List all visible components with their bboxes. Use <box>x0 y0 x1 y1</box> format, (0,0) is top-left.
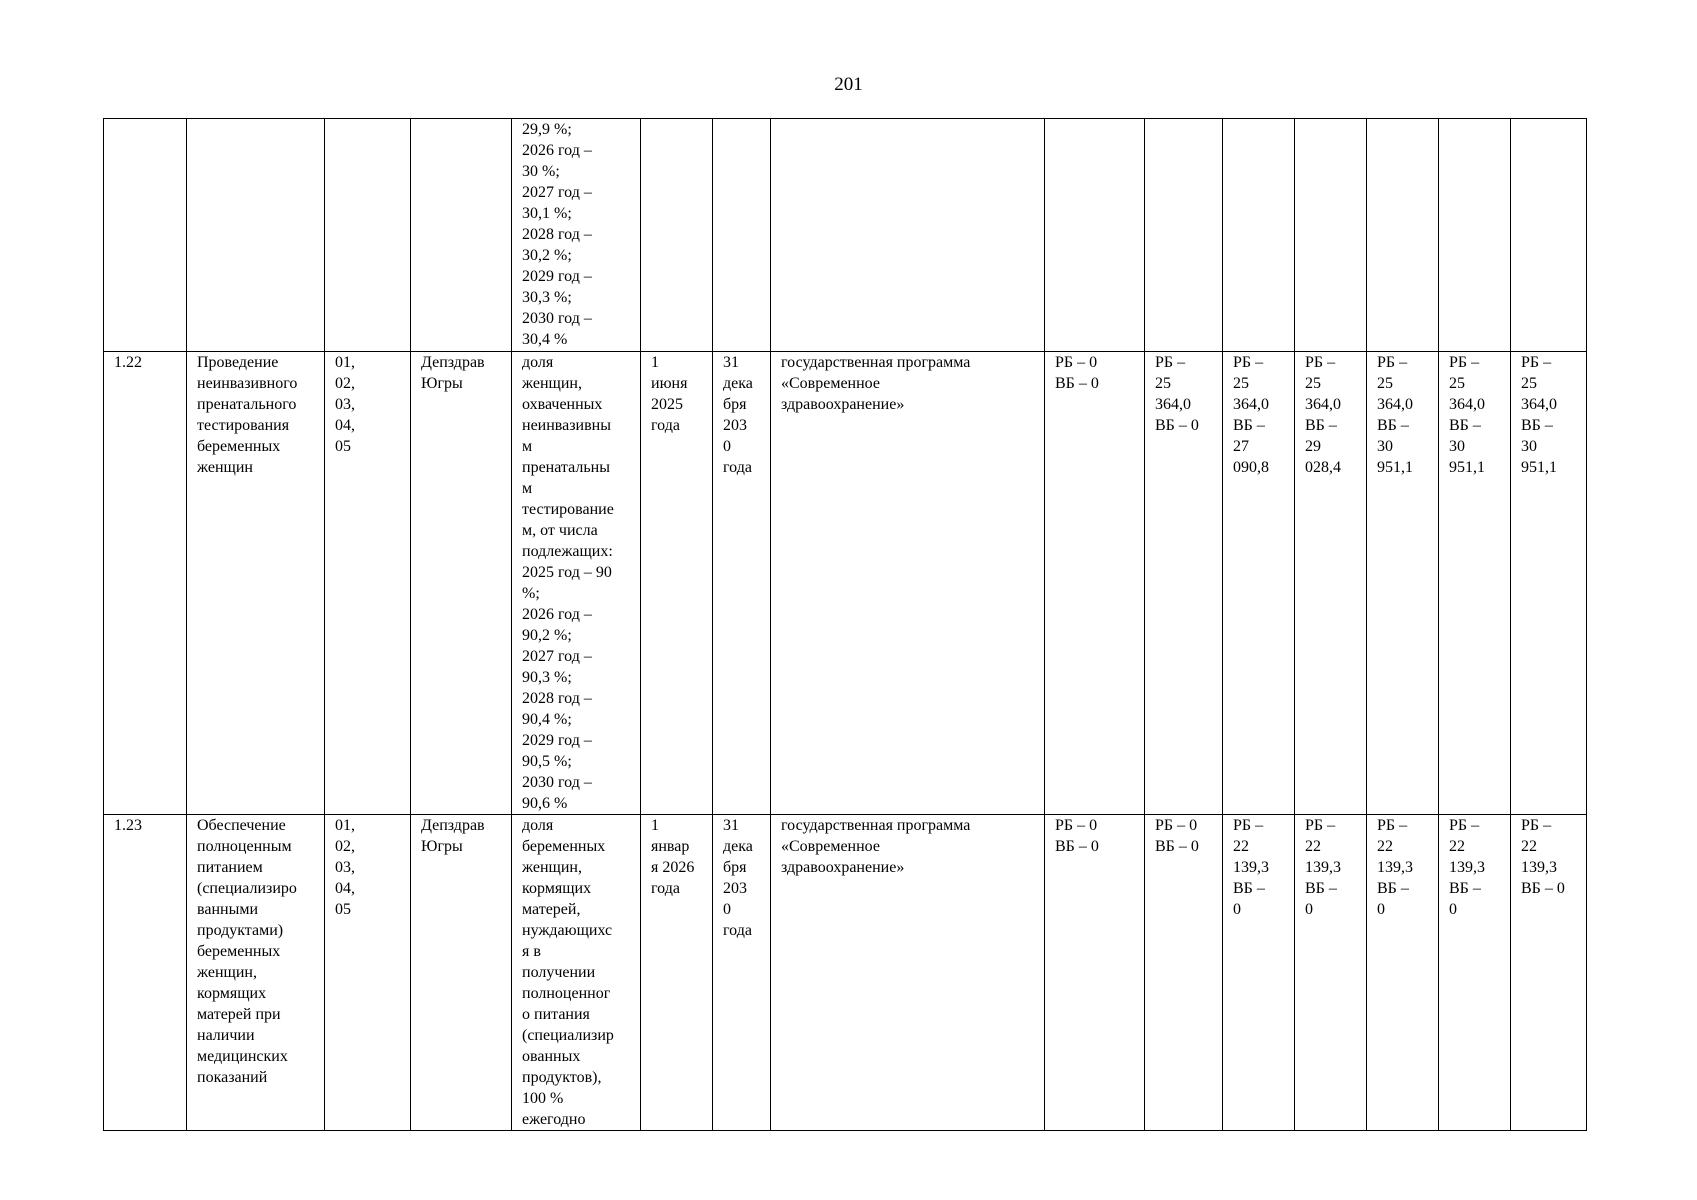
cell-line: 05 <box>335 438 351 455</box>
cell-line: 05 <box>335 901 351 918</box>
cell-funding-2029 <box>1367 352 1439 815</box>
cell-funding-2026 <box>1145 119 1223 352</box>
cell-line: 0 <box>1449 901 1457 918</box>
table-row <box>104 119 1587 352</box>
cell-line: Депздрав <box>421 354 485 371</box>
cell-line: 01, <box>335 817 355 834</box>
cell-line: ВБ – <box>1233 880 1265 897</box>
cell-line: 951,1 <box>1377 459 1413 476</box>
cell-line: 30 <box>1377 438 1393 455</box>
cell-line: питанием <box>197 859 263 876</box>
cell-line: кормящих <box>522 880 592 897</box>
cell-line: (специализиро <box>197 880 297 897</box>
cell-line: женщин, <box>522 375 582 392</box>
cell-line: 30,3 %; <box>522 289 572 306</box>
cell-line: женщин, <box>197 964 257 981</box>
cell-line: 1.23 <box>114 817 142 834</box>
cell-line: 30,1 %; <box>522 205 572 222</box>
cell-line: 04, <box>335 880 355 897</box>
cell-line: 0 <box>1377 901 1385 918</box>
cell-line: государственная программа <box>781 354 971 371</box>
cell-line: 951,1 <box>1449 459 1485 476</box>
cell-line: беременных <box>197 438 281 455</box>
cell-line: РБ – <box>1449 354 1480 371</box>
cell-line: 364,0 <box>1305 396 1341 413</box>
cell-line: медицинских <box>197 1048 288 1065</box>
cell-line: 203 <box>723 417 747 434</box>
cell-line: ВБ – <box>1233 417 1265 434</box>
cell-line: РБ – <box>1377 817 1408 834</box>
cell-line: 1 <box>651 354 659 371</box>
cell-line: ванными <box>197 901 259 918</box>
cell-line: года <box>723 922 752 939</box>
cell-line: 0 <box>723 901 731 918</box>
cell-executor <box>411 352 512 815</box>
cell-line: государственная программа <box>781 817 971 834</box>
cell-funding-2030 <box>1439 352 1511 815</box>
cell-line: 2027 год – <box>522 648 592 665</box>
cell-line: 22 <box>1305 838 1321 855</box>
cell-line: женщин <box>197 459 253 476</box>
cell-line: ВБ – <box>1305 417 1337 434</box>
cell-line: 22 <box>1521 838 1537 855</box>
cell-funding-2028 <box>1295 352 1367 815</box>
cell-executor <box>411 815 512 1131</box>
cell-line: 90,3 %; <box>522 669 572 686</box>
cell-funding-2025 <box>1045 815 1145 1131</box>
cell-line: 364,0 <box>1155 396 1191 413</box>
cell-funding-2031 <box>1511 119 1587 352</box>
cell-indicator <box>512 815 641 1131</box>
cell-line: доля <box>522 817 554 834</box>
cell-line: ВБ – 0 <box>1055 838 1099 855</box>
cell-line: 30 %; <box>522 163 560 180</box>
cell-line: «Современное <box>781 838 880 855</box>
cell-line: 02, <box>335 375 355 392</box>
cell-line: РБ – <box>1377 354 1408 371</box>
cell-line: январ <box>651 838 690 855</box>
cell-line: охваченных <box>522 396 603 413</box>
cell-line: м <box>522 480 533 497</box>
cell-line: здравоохранение» <box>781 396 905 413</box>
cell-line: 1 <box>651 817 659 834</box>
cell-line: 22 <box>1377 838 1393 855</box>
cell-line: 364,0 <box>1521 396 1557 413</box>
cell-funding-2028 <box>1295 815 1367 1131</box>
cell-line: ВБ – <box>1521 417 1553 434</box>
cell-line: 100 % <box>522 1090 564 1107</box>
cell-line: года <box>651 880 680 897</box>
cell-line: года <box>723 459 752 476</box>
cell-line: 2026 год – <box>522 142 592 159</box>
cell-line: 2027 год – <box>522 184 592 201</box>
cell-line: получении <box>522 964 596 981</box>
cell-line: 951,1 <box>1521 459 1557 476</box>
cell-line: продуктами) <box>197 922 284 939</box>
cell-line: 203 <box>723 880 747 897</box>
cell-line: кормящих <box>197 985 267 1002</box>
cell-tasks <box>325 352 411 815</box>
cell-line: 2030 год – <box>522 310 592 327</box>
cell-line: 03, <box>335 859 355 876</box>
cell-funding-2027 <box>1223 815 1295 1131</box>
cell-line: %; <box>522 585 540 602</box>
cell-line: 22 <box>1449 838 1465 855</box>
cell-line: 25 <box>1449 375 1465 392</box>
cell-start-date <box>641 119 713 352</box>
cell-line: 2025 <box>651 396 683 413</box>
cell-number <box>104 815 187 1131</box>
cell-line: 0 <box>723 438 731 455</box>
cell-start-date <box>641 352 713 815</box>
cell-line: бря <box>723 396 747 413</box>
cell-line: РБ – <box>1233 354 1264 371</box>
cell-line: полноценным <box>197 838 292 855</box>
cell-end-date <box>713 119 771 352</box>
cell-line: м <box>522 438 533 455</box>
cell-line: 29 <box>1305 438 1321 455</box>
cell-line: 139,3 <box>1233 859 1269 876</box>
cell-line: неинвазивного <box>197 375 298 392</box>
cell-line: РБ – <box>1155 354 1186 371</box>
cell-program <box>771 815 1045 1131</box>
cell-funding-2027 <box>1223 119 1295 352</box>
cell-line: 90,6 % <box>522 795 568 812</box>
cell-line: 139,3 <box>1377 859 1413 876</box>
cell-line: ВБ – <box>1305 880 1337 897</box>
cell-line: полноценног <box>522 985 611 1002</box>
cell-line: ВБ – 0 <box>1155 838 1199 855</box>
cell-line: Югры <box>421 838 463 855</box>
cell-line: июня <box>651 375 688 392</box>
cell-line: ВБ – <box>1377 880 1409 897</box>
cell-line: продуктов), <box>522 1069 602 1086</box>
cell-line: 028,4 <box>1305 459 1341 476</box>
cell-line: 90,4 %; <box>522 711 572 728</box>
cell-line: я 2026 <box>651 859 695 876</box>
cell-funding-2025 <box>1045 119 1145 352</box>
cell-line: Обеспечение <box>197 817 286 834</box>
cell-line: 2028 год – <box>522 226 592 243</box>
cell-line: 01, <box>335 354 355 371</box>
cell-tasks <box>325 815 411 1131</box>
page-number: 201 <box>834 74 863 95</box>
cell-tasks <box>325 119 411 352</box>
cell-line: 090,8 <box>1233 459 1269 476</box>
cell-program <box>771 352 1045 815</box>
cell-line: беременных <box>197 943 281 960</box>
cell-line: 02, <box>335 838 355 855</box>
cell-line: о питания <box>522 1006 590 1023</box>
cell-line: РБ – <box>1233 817 1264 834</box>
cell-line: ВБ – <box>1449 417 1481 434</box>
cell-line: 90,5 %; <box>522 753 572 770</box>
cell-line: 03, <box>335 396 355 413</box>
cell-line: 29,9 %; <box>522 121 572 138</box>
cell-line: 27 <box>1233 438 1249 455</box>
cell-line: 139,3 <box>1449 859 1485 876</box>
cell-funding-2025 <box>1045 352 1145 815</box>
cell-line: 1.22 <box>114 354 142 371</box>
cell-line: РБ – <box>1521 354 1552 371</box>
cell-line: 364,0 <box>1233 396 1269 413</box>
cell-line: 0 <box>1233 901 1241 918</box>
cell-line: беременных <box>522 838 606 855</box>
cell-line: 364,0 <box>1377 396 1413 413</box>
cell-line: дека <box>723 375 753 392</box>
cell-line: матерей, <box>522 901 581 918</box>
table-row <box>104 815 1587 1131</box>
cell-line: 31 <box>723 354 739 371</box>
cell-activity <box>187 815 325 1131</box>
cell-funding-2027 <box>1223 352 1295 815</box>
cell-funding-2026 <box>1145 352 1223 815</box>
cell-line: Проведение <box>197 354 279 371</box>
cell-line: 25 <box>1377 375 1393 392</box>
cell-funding-2031 <box>1511 352 1587 815</box>
cell-line: неинвазивны <box>522 417 611 434</box>
cell-indicator <box>512 352 641 815</box>
cell-line: пренатальны <box>522 459 610 476</box>
cell-funding-2031 <box>1511 815 1587 1131</box>
cell-line: 2029 год – <box>522 268 592 285</box>
cell-line: 30,4 % <box>522 331 568 348</box>
cell-line: РБ – <box>1521 817 1552 834</box>
cell-line: 25 <box>1305 375 1321 392</box>
cell-line: 30,2 %; <box>522 247 572 264</box>
cell-funding-2030 <box>1439 815 1511 1131</box>
cell-line: 25 <box>1233 375 1249 392</box>
cell-line: тестирование <box>522 501 614 518</box>
cell-program <box>771 119 1045 352</box>
cell-line: ежегодно <box>522 1111 586 1128</box>
cell-line: РБ – 0 <box>1155 817 1198 834</box>
cell-funding-2029 <box>1367 119 1439 352</box>
cell-line: бря <box>723 859 747 876</box>
cell-line: 22 <box>1233 838 1249 855</box>
cell-line: РБ – 0 <box>1055 354 1098 371</box>
cell-activity <box>187 352 325 815</box>
cell-number <box>104 352 187 815</box>
cell-line: 139,3 <box>1305 859 1341 876</box>
cell-line: матерей при <box>197 1006 281 1023</box>
cell-line: 31 <box>723 817 739 834</box>
table-row <box>104 352 1587 815</box>
cell-line: 2025 год – 90 <box>522 564 612 581</box>
cell-line: наличии <box>197 1027 255 1044</box>
cell-line: РБ – <box>1305 354 1336 371</box>
cell-line: 2030 год – <box>522 774 592 791</box>
cell-line: (специализир <box>522 1027 614 1044</box>
cell-line: ВБ – 0 <box>1155 417 1199 434</box>
cell-line: 2029 год – <box>522 732 592 749</box>
cell-line: показаний <box>197 1069 268 1086</box>
cell-end-date <box>713 815 771 1131</box>
cell-funding-2028 <box>1295 119 1367 352</box>
cell-line: 25 <box>1521 375 1537 392</box>
cell-line: тестирования <box>197 417 290 434</box>
cell-line: ованных <box>522 1048 581 1065</box>
cell-line: ВБ – 0 <box>1521 880 1565 897</box>
cell-line: РБ – 0 <box>1055 817 1098 834</box>
cell-line: м, от числа <box>522 522 598 539</box>
cell-line: РБ – <box>1305 817 1336 834</box>
cell-line: ВБ – 0 <box>1055 375 1099 392</box>
cell-line: женщин, <box>522 859 582 876</box>
cell-end-date <box>713 352 771 815</box>
cell-line: 30 <box>1449 438 1465 455</box>
cell-line: 25 <box>1155 375 1171 392</box>
cell-line: ВБ – <box>1377 417 1409 434</box>
cell-line: доля <box>522 354 554 371</box>
cell-line: «Современное <box>781 375 880 392</box>
cell-line: 0 <box>1305 901 1313 918</box>
cell-activity <box>187 119 325 352</box>
cell-line: 2028 год – <box>522 690 592 707</box>
cell-line: Югры <box>421 375 463 392</box>
cell-funding-2026 <box>1145 815 1223 1131</box>
cell-line: РБ – <box>1449 817 1480 834</box>
cell-line: дека <box>723 838 753 855</box>
cell-executor <box>411 119 512 352</box>
cell-line: я в <box>522 943 541 960</box>
cell-line: года <box>651 417 680 434</box>
cell-start-date <box>641 815 713 1131</box>
cell-line: здравоохранение» <box>781 859 905 876</box>
cell-line: 90,2 %; <box>522 627 572 644</box>
cell-funding-2029 <box>1367 815 1439 1131</box>
cell-line: 364,0 <box>1449 396 1485 413</box>
cell-line: 30 <box>1521 438 1537 455</box>
cell-line: ВБ – <box>1449 880 1481 897</box>
cell-line: 04, <box>335 417 355 434</box>
cell-line: 139,3 <box>1521 859 1557 876</box>
cell-indicator <box>512 119 641 352</box>
cell-line: подлежащих: <box>522 543 613 560</box>
cell-number <box>104 119 187 352</box>
cell-funding-2030 <box>1439 119 1511 352</box>
cell-line: 2026 год – <box>522 606 592 623</box>
cell-line: пренатального <box>197 396 297 413</box>
cell-line: нуждающихс <box>522 922 613 939</box>
measures-table <box>103 118 1587 1131</box>
cell-line: Депздрав <box>421 817 485 834</box>
